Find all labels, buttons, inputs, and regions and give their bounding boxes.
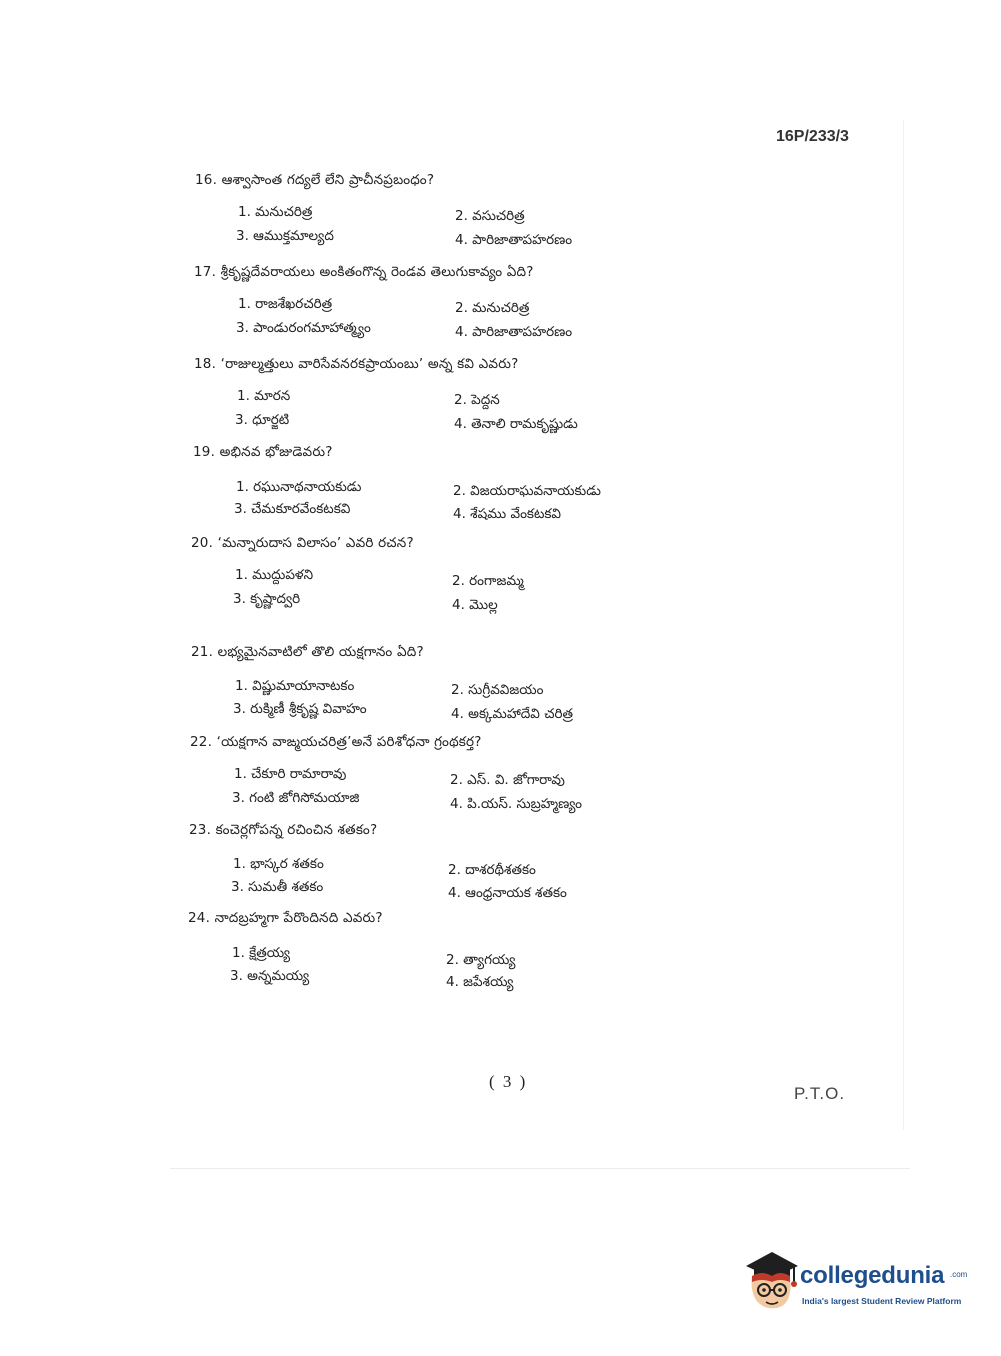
question-text: 19. అభినవ భోజుడెవరు? (193, 444, 333, 460)
question-text: 24. నాదబ్రహ్మగా పేరొందినది ఎవరు? (188, 910, 383, 926)
question-16 (0, 172, 1001, 254)
option-3: 3. ఆముక్తమాల్యద (236, 228, 334, 244)
question-text: 22. ‘యక్షగాన వాఙ్మయచరిత్ర’అనే పరిశోధనా గ్రంథకర్త? (190, 734, 482, 750)
option-4: 4. మొల్ల (452, 597, 498, 613)
question-text: 23. కంచెర్లగోపన్న రచించిన శతకం? (189, 822, 378, 838)
option-3: 3. ధూర్జటి (235, 412, 290, 428)
option-1: 1. చేకూరి రామారావు (234, 766, 347, 782)
option-3: 3. చేమకూరవేంకటకవి (234, 501, 351, 517)
option-4: 4. పారిజాతాపహరణం (455, 324, 573, 340)
option-4: 4. పి.యస్. సుబ్రహ్మణ్యం (450, 796, 583, 812)
logo-wordmark: collegedunia (800, 1262, 945, 1289)
option-1: 1. క్షేత్రయ్య (232, 945, 291, 961)
collegedunia-logo (742, 1246, 970, 1318)
option-3: 3. రుక్మిణీ శ్రీకృష్ణ వివాహం (233, 701, 367, 717)
option-2: 2. మనుచరిత్ర (455, 300, 530, 316)
scan-artifact-line (170, 1168, 910, 1169)
question-20 (0, 535, 1001, 617)
option-3: 3. సుమతీ శతకం (231, 879, 324, 895)
page-number: ( 3 ) (489, 1072, 528, 1091)
option-2: 2. త్యాగయ్య (446, 952, 516, 968)
option-1: 1. భాస్కర శతకం (233, 856, 324, 872)
question-18 (0, 356, 1001, 438)
option-2: 2. విజయరాఘవనాయకుడు (453, 483, 601, 499)
option-4: 4. జపేశయ్య (446, 974, 514, 990)
question-23 (0, 822, 1001, 904)
question-text: 17. శ్రీకృష్ణదేవరాయలు అంకితంగొన్న రెండవ తెలుగుకావ్యం ఏది? (194, 264, 534, 280)
question-21 (0, 644, 1001, 726)
please-turn-over: P.T.O. (794, 1084, 846, 1103)
option-3: 3. పాండురంగమాహాత్మ్యం (236, 320, 371, 336)
option-3: 3. గంటి జోగిసోమయాజి (232, 790, 360, 806)
question-text: 16. ఆశ్వాసాంత గద్యలే లేని ప్రాచీనప్రబంధం? (195, 172, 435, 188)
option-3: 3. కృష్ణాద్వరి (233, 591, 301, 607)
option-2: 2. ఎస్. వి. జోగారావు (450, 772, 565, 788)
question-22 (0, 734, 1001, 816)
option-1: 1. ముద్దుపళని (235, 567, 314, 583)
mascot-icon (742, 1246, 802, 1318)
question-17 (0, 264, 1001, 346)
logo-tagline: India's largest Student Review Platform (802, 1296, 962, 1306)
option-2: 2. వసుచరిత్ర (455, 208, 525, 224)
option-3: 3. అన్నమయ్య (230, 968, 310, 984)
question-text: 20. ‘మన్నారుదాస విలాసం’ ఎవరి రచన? (191, 535, 414, 551)
option-4: 4. పారిజాతాపహరణం (455, 232, 573, 248)
option-4: 4. ఆంధ్రనాయక శతకం (448, 885, 567, 901)
option-4: 4. శేషము వేంకటకవి (453, 506, 562, 522)
option-2: 2. దాశరథీశతకం (448, 862, 536, 878)
question-19 (0, 444, 1001, 526)
option-1: 1. రాజశేఖరచరిత్ర (238, 296, 333, 312)
option-1: 1. రఘునాథనాయకుడు (236, 479, 362, 495)
paper-code: 16P/233/3 (776, 128, 849, 145)
option-2: 2. పెద్దన (454, 392, 500, 408)
option-1: 1. విష్ణుమాయానాటకం (235, 678, 355, 694)
question-text: 18. ‘రాజుల్మత్తులు వారిసేవనరకప్రాయంబు’ అన్న కవి ఎవరు? (194, 356, 519, 372)
question-24 (0, 910, 1001, 992)
option-2: 2. రంగాజమ్మ (452, 573, 524, 589)
option-4: 4. అక్కమహాదేవి చరిత్ర (451, 706, 573, 722)
option-4: 4. తెనాలి రామకృష్ణుడు (454, 416, 578, 432)
option-1: 1. మారన (237, 388, 291, 404)
option-2: 2. సుగ్రీవవిజయం (451, 682, 544, 698)
question-text: 21. లభ్యమైనవాటిలో తొలి యక్షగానం ఏది? (191, 644, 424, 660)
logo-suffix: .com (950, 1270, 968, 1279)
option-1: 1. మనుచరిత్ర (238, 204, 313, 220)
